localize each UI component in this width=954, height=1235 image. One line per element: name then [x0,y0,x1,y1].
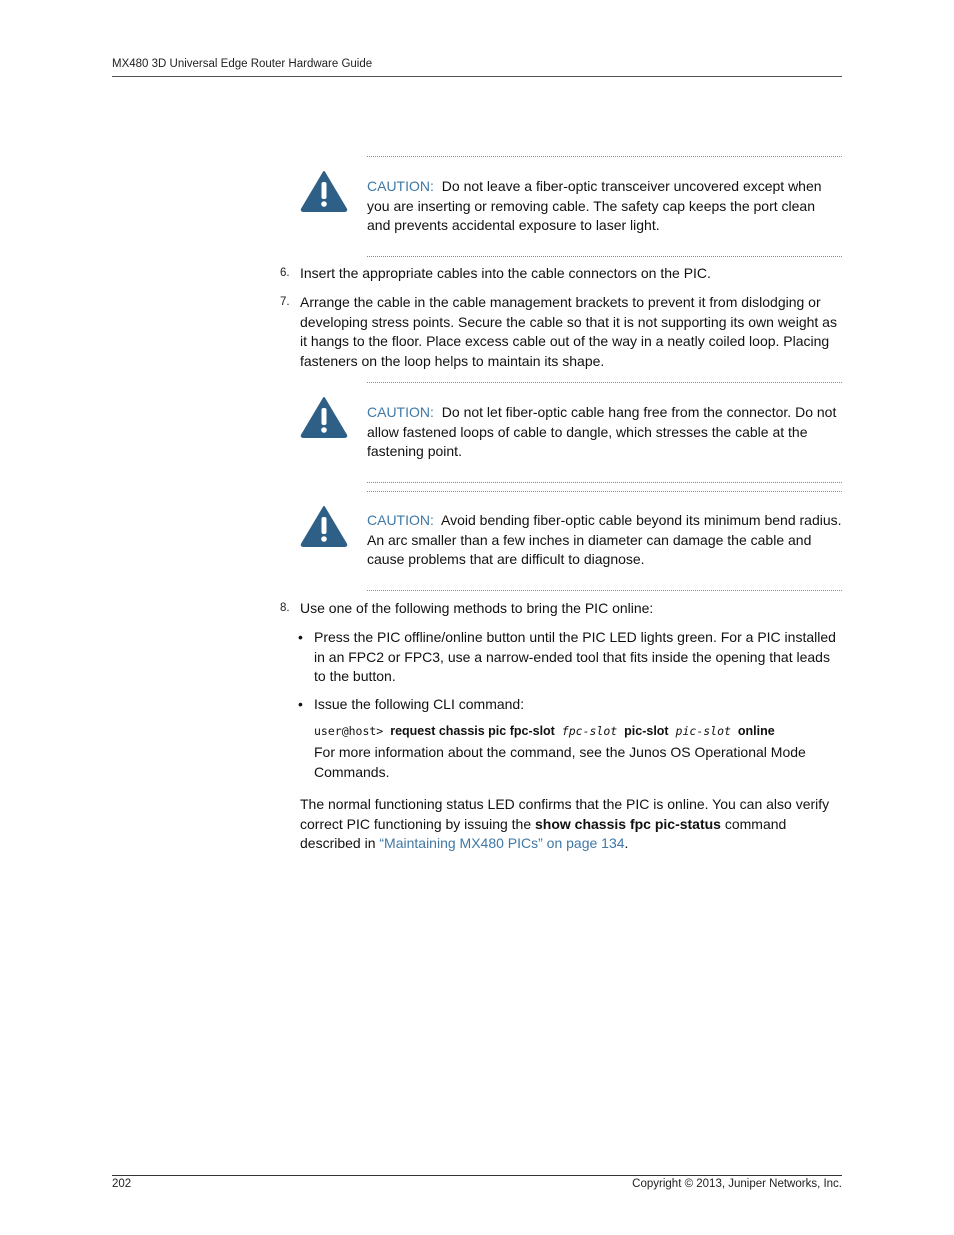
cli-command-text: request chassis pic fpc-slot [390,724,555,738]
step-item [280,264,842,284]
step-text: Arrange the cable in the cable management brackets to prevent it from dislodging or developing stress points. Secure the cable so that it is not supporting its own weight as it hangs to the floor. Place excess cable out of the way in a neatly coiled loop. Placing fasteners on the loop helps to maintain its shape. [300,294,837,369]
bullet-dot: • [298,629,303,645]
dotted-rule [367,590,842,591]
warning-icon [300,170,348,212]
step-number: 6. [280,267,290,279]
step-item [280,293,842,371]
footer-rule [112,1175,842,1176]
warning-icon [300,396,348,438]
cli-note: For more information about the command, see the Junos OS Operational Mode Commands. [314,744,806,780]
caution-body: Avoid bending fiber-optic cable beyond its minimum bend radius. An arc smaller than a few inches in diameter can damage the cable and cause problems that are difficult to diagnose. [367,512,842,568]
cli-variable: fpc-slot [561,724,618,738]
copyright: Copyright © 2013, Juniper Networks, Inc. [632,1178,842,1190]
header-rule [112,76,842,77]
closing-paragraph [300,795,842,854]
caution-label: CAUTION: [367,404,434,420]
step-text: Use one of the following methods to bring the PIC online: [300,600,654,616]
step-number: 7. [280,296,290,308]
dotted-rule [367,382,842,383]
bullet-dot: • [298,696,303,712]
caution-text [367,511,842,570]
cli-command [314,724,775,738]
cross-reference-link[interactable]: “Maintaining MX480 PICs” on page 134 [379,835,625,852]
closing-period: . [624,835,629,852]
closing-text: The normal functioning status LED confirms that the PIC is online. You can also verify correct PIC functioning by issuing the [300,796,830,832]
caution-body: Do not leave a fiber-optic transceiver uncovered except when you are inserting or removing cable. The safety cap keeps the port clean and prevents accidental exposure to laser light. [367,178,822,234]
step-number: 8. [280,602,290,614]
page-number: 202 [112,1178,132,1190]
caution-text [367,177,842,236]
caution-block [300,156,842,257]
caution-block [300,491,842,592]
command-name: show chassis fpc pic-status [535,815,721,832]
dotted-rule [367,156,842,157]
caution-block [300,382,842,483]
closing-text: command described in [300,815,787,852]
bullet-text: Issue the following CLI command: [314,696,525,712]
cli-command-text: pic-slot [624,724,669,738]
cli-variable: pic-slot [675,724,731,738]
step-text: Insert the appropriate cables into the cable connectors on the PIC. [300,265,711,281]
bullet-item [298,628,842,687]
caution-label: CAUTION: [367,512,434,528]
cli-prompt: user@host> [314,724,384,738]
dotted-rule [367,491,842,492]
caution-label: CAUTION: [367,178,434,194]
page-header-title: MX480 3D Universal Edge Router Hardware Guide [112,58,373,70]
bullet-text: Press the PIC offline/online button until the PIC LED lights green. For a PIC installed in an FPC2 or FPC3, use a narrow-ended tool that fits inside the opening that leads to the button. [314,629,836,685]
dotted-rule [367,482,842,483]
caution-body: Do not let fiber-optic cable hang free from the connector. Do not allow fastened loops of cable to dangle, which stresses the cable at the fastening point. [367,404,837,460]
dotted-rule [367,256,842,257]
cli-command-text: online [737,724,775,738]
step-item [280,599,842,619]
caution-text [367,403,842,462]
warning-icon [300,505,348,547]
bullet-item [298,695,842,715]
